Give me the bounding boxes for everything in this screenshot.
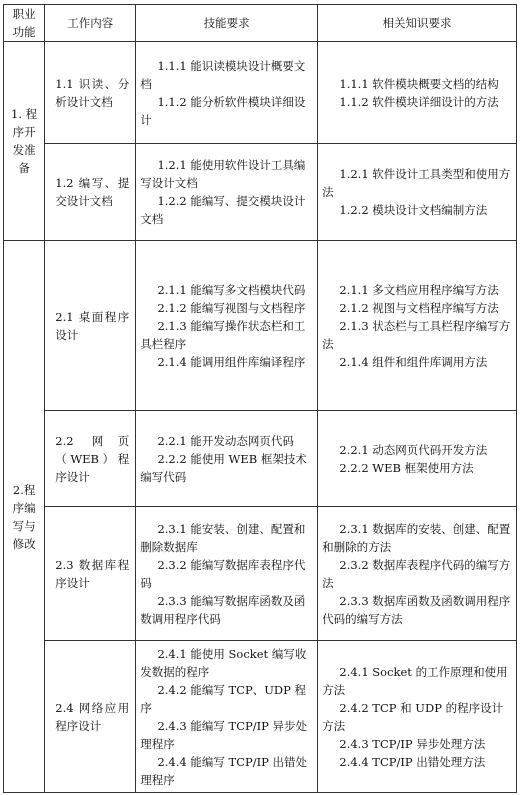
skills-cell [136,42,318,144]
skill-item: 2.1.2 能编写视图与文档程序 [157,300,306,315]
work-cell: 2.1 桌面程序设计 [45,241,136,411]
header-knowledge: 相关知识要求 [318,5,517,42]
table-row [4,411,517,507]
knowledge-item: 1.1.1 软件模块概要文档的结构 [339,76,499,91]
skill-item: 2.3.3 能编写数据库函数及函数调用程序代码 [140,593,306,626]
skill-item: 2.4.3 能编写 TCP/IP 异步处理程序 [140,718,308,751]
skill-item: 1.1.1 能识读模块设计概要文档 [140,58,306,91]
skill-item: 2.2.2 能使用 WEB 框架技术编写代码 [140,451,307,484]
table-row [4,241,517,411]
knowledge-item: 2.1.2 视图与文档程序编写方法 [339,300,499,315]
header-work: 工作内容 [45,5,136,42]
skills-cell [136,144,318,241]
knowledge-item: 2.3.2 数据库表程序代码的编写方法 [322,557,511,590]
function-cell: 1. 程序开发准备 [4,42,45,241]
knowledge-item: 2.3.1 数据库的安装、创建、配置和删除的方法 [322,521,511,554]
skills-cell [136,641,318,793]
knowledge-cell [318,42,517,144]
table-header-row [4,5,517,42]
knowledge-item: 2.2.2 WEB 框架使用方法 [339,460,474,475]
skills-cell [136,241,318,411]
skill-item: 2.1.1 能编写多文档模块代码 [157,282,306,297]
skills-cell [136,507,318,641]
skill-item: 2.2.1 能开发动态网页代码 [157,433,294,448]
work-cell: 1.2 编写、提交设计文档 [45,144,136,241]
knowledge-item: 2.1.4 组件和组件库调用方法 [339,354,488,369]
header-function: 职业功能 [4,5,45,42]
knowledge-item: 2.4.4 TCP/IP 出错处理方法 [339,754,486,769]
knowledge-item: 1.1.2 软件模块详细设计的方法 [339,94,499,109]
header-skills: 技能要求 [136,5,318,42]
knowledge-cell [318,641,517,793]
table-row [4,144,517,241]
knowledge-item: 2.3.3 数据库函数及函数调用程序代码的编写方法 [322,593,511,626]
skill-item: 2.3.2 能编写数据库表程序代码 [140,557,306,590]
skill-item: 2.3.1 能安装、创建、配置和删除数据库 [140,521,306,554]
work-cell: 2.3 数据库程序设计 [45,507,136,641]
knowledge-item: 2.4.2 TCP 和 UDP 的程序设计方法 [322,700,504,733]
skills-cell [136,411,318,507]
skill-item: 2.1.4 能调用组件库编译程序 [157,354,306,369]
skill-item: 1.2.1 能使用软件设计工具编写设计文档 [140,158,306,190]
skill-item: 2.4.4 能编写 TCP/IP 出错处理程序 [140,754,308,787]
knowledge-cell [318,507,517,641]
knowledge-item: 2.4.3 TCP/IP 异步处理方法 [339,736,486,751]
knowledge-cell [318,144,517,241]
skills-table [3,4,517,793]
work-cell: 1.1 识读、分析设计文档 [45,42,136,144]
knowledge-cell [318,411,517,507]
skill-item: 1.2.2 能编写、提交模块设计文档 [140,194,306,226]
table-row [4,42,517,144]
knowledge-item: 2.2.1 动态网页代码开发方法 [339,442,488,457]
work-cell: 2.4 网络应用程序设计 [45,641,136,793]
skill-item: 1.1.2 能分析软件模块详细设计 [140,94,306,127]
table-row [4,507,517,641]
knowledge-cell [318,241,517,411]
work-cell: 2.2 网页（WEB）程序设计 [45,411,136,507]
knowledge-item: 2.4.1 Socket 的工作原理和使用方法 [322,664,508,697]
knowledge-item: 2.1.3 状态栏与工具栏程序编写方法 [322,318,511,351]
table-row [4,641,517,793]
skill-item: 2.1.3 能编写操作状态栏和工具栏程序 [140,318,306,351]
knowledge-item: 1.2.1 软件设计工具类型和使用方法 [322,167,511,199]
knowledge-item: 1.2.2 模块设计文档编制方法 [339,203,488,217]
skill-item: 2.4.1 能使用 Socket 编写收发数据的程序 [140,646,307,679]
function-cell: 2.程序编写与修改 [4,241,45,793]
knowledge-item: 2.1.1 多文档应用程序编写方法 [339,282,499,297]
skill-item: 2.4.2 能编写 TCP、UDP 程序 [140,682,307,715]
